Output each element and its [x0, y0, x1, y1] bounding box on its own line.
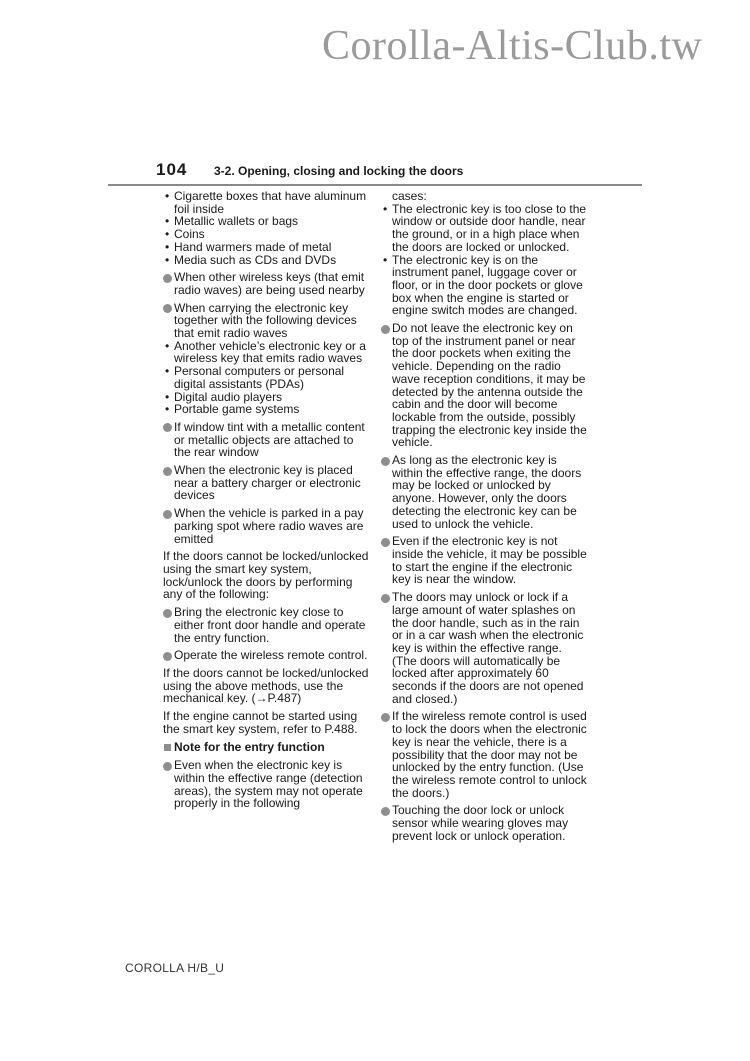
list-item: • Personal computers or personal digital assistants (PDAs) — [165, 364, 345, 391]
right-column — [381, 190, 589, 842]
bullet-marker: • — [165, 227, 170, 242]
left-column — [163, 190, 371, 810]
circle-bullet-icon — [163, 304, 172, 313]
paragraph: If the doors cannot be locked/unlocked using the smart key system, lock/unlock the doors by performing any of the following: — [163, 549, 369, 602]
circle-item: Even when the electronic key is within the effective range (detection areas), the system may not operate properly in the following — [163, 759, 371, 810]
page-number: 104 — [156, 160, 188, 179]
list-item: • Media such as CDs and DVDs — [165, 252, 337, 267]
watermark: Corolla-Altis-Club.tw — [322, 23, 703, 69]
bullet-marker: • — [165, 239, 170, 254]
list-item: • Portable game systems — [165, 402, 300, 417]
circle-item: Do not leave the electronic key on top of the instrument panel or near the door pockets when exiting the vehicle. Depending on the radio wave reception conditions, it may be detected by the antenna outside the cabin and the door will become lockable from the outside, possibly trapping the electronic key inside the vehicle. — [381, 322, 589, 449]
circle-bullet-icon — [163, 652, 172, 661]
circle-bullet-icon — [381, 538, 390, 547]
circle-bullet-icon — [163, 609, 172, 618]
list-item: • Digital audio players — [165, 389, 283, 404]
circle-bullet-icon — [163, 510, 172, 519]
paragraph: If the doors cannot be locked/unlocked using the above methods, use the mechanical key. (→P.487) — [163, 665, 369, 706]
bullet-marker: • — [383, 252, 388, 267]
circle-item: When other wireless keys (that emit radio waves) are being used nearby — [163, 271, 371, 296]
list-item: • Cigarette boxes that have aluminum foil inside — [165, 189, 367, 216]
page-header — [108, 160, 642, 186]
circle-item: Touching the door lock or unlock sensor while wearing gloves may prevent lock or unlock operation. — [381, 804, 589, 842]
circle-bullet-icon — [381, 807, 390, 816]
circle-item: When the electronic key is placed near a battery charger or electronic devices — [163, 464, 371, 502]
circle-item: When carrying the electronic key together with the following devices that emit radio waves — [163, 302, 371, 340]
circle-bullet-icon — [381, 594, 390, 603]
circle-bullet-icon — [381, 325, 390, 334]
list-item: • Coins — [165, 227, 205, 242]
circle-item: If window tint with a metallic content or metallic objects are attached to the rear window — [163, 421, 371, 459]
continued-text: cases: — [392, 189, 427, 203]
section-title: 3-2. Opening, closing and locking the doors — [214, 164, 464, 178]
list-item: • The electronic key is on the instrument panel, luggage cover or floor, or in the door pockets or glove box when the engine is started or engine switch modes are changed. — [383, 252, 583, 318]
bullet-marker: • — [165, 364, 170, 379]
bullet-marker: • — [165, 214, 170, 229]
circle-item: Operate the wireless remote control. — [163, 649, 371, 662]
list-item: • Metallic wallets or bags — [165, 214, 299, 229]
circle-bullet-icon — [163, 762, 172, 771]
bullet-marker: • — [165, 252, 170, 267]
circle-bullet-icon — [381, 457, 390, 466]
circle-item: If the wireless remote control is used to lock the doors when the electronic key is near the vehicle, there is a possibility that the door may not be unlocked by the entry function. (Use the wireless remote control to unlock the doors.) — [381, 710, 589, 799]
list-item: • Hand warmers made of metal — [165, 239, 332, 254]
footer-label: COROLLA H/B_U — [125, 961, 225, 975]
bullet-marker: • — [165, 338, 170, 353]
bullet-marker: • — [165, 402, 170, 417]
circle-bullet-icon — [163, 274, 172, 283]
subheading: Note for the entry function — [163, 741, 371, 754]
square-bullet-icon — [164, 744, 171, 751]
circle-item: As long as the electronic key is within the effective range, the doors may be locked or unlocked by anyone. However, only the doors detecting the electronic key can be used to unlock the vehicle. — [381, 454, 589, 530]
bullet-marker: • — [165, 389, 170, 404]
circle-bullet-icon — [163, 467, 172, 476]
list-item: • The electronic key is too close to the window or outside door handle, near the ground, or in a high place when the doors are locked or unlocked. — [383, 201, 587, 254]
circle-item: When the vehicle is parked in a pay parking spot where radio waves are emitted — [163, 507, 371, 545]
circle-bullet-icon — [163, 423, 172, 432]
bullet-marker: • — [383, 201, 388, 216]
circle-item: The doors may unlock or lock if a large amount of water splashes on the door handle, such as in the rain or in a car wash when the electronic key is within the effective range. (The doors will automatically be locked after approximately 60 seconds if the doors are not opened and closed.) — [381, 591, 589, 705]
circle-item: Even if the electronic key is not inside the vehicle, it may be possible to start the engine if the electronic key is near the window. — [381, 535, 589, 586]
list-item: • Another vehicle’s electronic key or a wireless key that emits radio waves — [165, 338, 366, 366]
circle-item: Bring the electronic key close to either front door handle and operate the entry function. — [163, 606, 371, 644]
paragraph: If the engine cannot be started using the smart key system, refer to P.488. — [163, 709, 358, 736]
circle-bullet-icon — [381, 713, 390, 722]
bullet-marker: • — [165, 189, 170, 203]
